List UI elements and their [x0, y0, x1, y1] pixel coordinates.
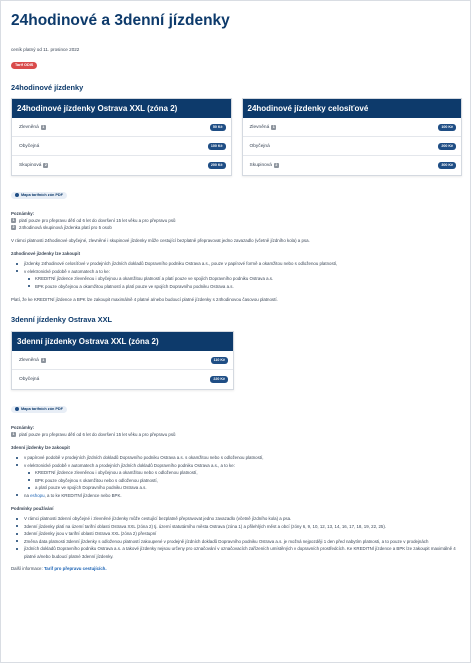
price-row	[12, 137, 231, 156]
note-item	[11, 217, 462, 224]
note-item	[11, 224, 462, 231]
note-number-icon: 2	[12, 225, 15, 229]
note-marker-icon: 1	[42, 124, 45, 129]
price-row	[243, 137, 462, 156]
row-label: Skupinová	[19, 163, 42, 168]
list-item	[11, 492, 462, 500]
text-fragment: Další informace:	[11, 566, 44, 571]
note-item	[11, 431, 462, 438]
validity-text: ceník platný od 11. prosince 2022	[11, 47, 80, 52]
price-badge: 110 Kč	[211, 357, 228, 364]
pdf-map-link[interactable]	[11, 406, 67, 413]
more-info	[11, 565, 462, 572]
price-row	[12, 156, 231, 175]
pdf-link-label: Mapa tarifních zón PDF	[21, 406, 63, 411]
text-fragment: na	[24, 492, 31, 498]
section-24h-heading: 24hodinové jízdenky	[11, 83, 84, 92]
section-3d-heading: 3denní jízdenky Ostrava XXL	[11, 315, 113, 324]
where-list	[11, 454, 462, 469]
note-marker-icon: 2	[44, 163, 47, 167]
list-item: v elektronické podobě v automatech a to ke:	[11, 268, 462, 276]
price-row	[12, 118, 231, 137]
list-item: 3denní jízdenky platí na území tarifní oblasti Ostrava XXL (zóna 2) tj. území statutárního města Ostrava (zóna 1) a přilehlých měst a obcí (zóny 6, 9, 10, 12, 13, 14, 16, 17, 18, 19, 22, 25).	[11, 523, 462, 531]
list-item: jízdenky 24hodinové celosíťové v prodejních jízdních dokladů Dopravního podniku Ostrava a.s., pouze v papírové formě a okamžitou nebo s odloženou platností,	[11, 260, 462, 268]
list-item: BPK pouze obyčejnou s okamžitou nebo s odloženou platností,	[11, 477, 462, 485]
price-badge: 200 Kč	[438, 143, 456, 150]
text-fragment: , a to ke KREDITNÍ jízdence nebo BPK.	[44, 492, 122, 498]
row-label: Zlevněná	[19, 124, 39, 130]
list-item: V rámci platnosti 3denní obyčejné i zlevněné jízdenky může cestující bezplatně přepravovat jedno zavazadlo (včetně jízdního kola) a psa.	[11, 515, 462, 523]
download-icon	[15, 407, 19, 411]
card-title: 24hodinové jízdenky celosíťové	[243, 99, 462, 118]
row-label: Obyčejná	[249, 143, 270, 149]
price-badge: 300 Kč	[438, 162, 456, 169]
where-title: 24hodinové jízdenky lze zakoupit	[11, 251, 81, 256]
where-list-eshop	[11, 492, 462, 500]
list-item: a platí pouze ve spojích Dopravního podniku Ostrava a.s.	[11, 484, 462, 492]
price-row	[12, 351, 233, 370]
row-label: Obyčejná	[19, 143, 40, 149]
price-badge: 200 Kč	[208, 162, 226, 169]
price-badge: 100 Kč	[208, 143, 226, 150]
price-badge: 100 Kč	[438, 124, 456, 131]
list-item: jízdních dokladů Dopravního podniku Ostrava a.s. a takové jízdenky nejsou určeny pro označování v označovacích zařízeních umístěných v dopravních prostředcích. Ke KREDITNÍ jízdence a BPK lze zakoupit maximálně 4 platné a/nebo budoucí platné 3denní jízdenky.	[11, 545, 462, 560]
note-text: 24hodinová skupinová jízdenka platí pro 5 osob	[19, 225, 112, 230]
list-item: Změna data platnosti 3denní jízdenky s odloženou platností zakoupené v prodejně jízdních dokladů Dopravního podniku Ostrava a.s. je možná nejpozději 1 den před nabytím platnosti, a to pouze v prodejnách	[11, 538, 462, 546]
download-icon	[15, 193, 19, 197]
list-item: v elektronické podobě v automatech a prodejních jízdních dokladů Dopravního podniku Ostrava a.s., a to ke:	[11, 462, 462, 470]
note-marker-icon: 1	[42, 357, 45, 362]
row-label: Zlevněná	[249, 124, 270, 130]
note-number-icon: 1	[12, 432, 15, 436]
where-title: 3denní jízdenky lze zakoupit	[11, 445, 70, 450]
price-badge: 50 Kč	[210, 124, 226, 131]
row-label: Skupinová	[249, 163, 272, 168]
row-label: Zlevněná	[19, 357, 39, 363]
price-row	[12, 370, 233, 389]
conditions-title: Podmínky používání	[11, 506, 54, 511]
notes-title: Poznámky:	[11, 425, 35, 430]
card-24h-ostrava	[11, 98, 232, 176]
card-title: 3denní jízdenky Ostrava XXL (zóna 2)	[12, 332, 233, 351]
tarif-badge[interactable]: Tarif ODIS	[11, 62, 37, 69]
card-24h-network	[242, 98, 463, 176]
note-text: platí pouze pro přepravu dětí od 6 let do dovršení 15 let věku a pro přepravu psů	[19, 432, 176, 437]
list-item: 3denní jízdenky jsou v tarifní oblasti Ostrava XXL (zóna 2) přestupní	[11, 530, 462, 538]
list-item: BPK pouze obyčejnou a okamžitou platností a platí pouze ve spojích Dopravního podniku Ostrava a.s.	[11, 283, 462, 291]
paragraph-luggage: V rámci platnosti 24hodinové obyčejné, zlevněné i skupinové jízdenky může cestující bezplatně přepravovat jedno zavazadlo (včetně jízdního kola) a psa.	[11, 238, 310, 243]
where-list	[11, 260, 462, 275]
where-sublist	[11, 469, 462, 492]
conditions-list	[11, 515, 462, 560]
where-sublist	[11, 275, 462, 290]
card-3d-ostrava	[11, 331, 234, 390]
list-item: v papírové podobě v prodejních jízdních dokladů Dopravního podniku Ostrava a.s. s okamžitou nebo s odloženou platností,	[11, 454, 462, 462]
list-item: KREDITNÍ jízdence zlevněnou i obyčejnou a okamžitou platností a platí pouze ve spojích Dopravního podniku Ostrava a.s.	[11, 275, 462, 283]
pdf-map-link[interactable]	[11, 192, 67, 199]
tariff-link[interactable]: Tarif pro přepravu cestujících.	[43, 566, 107, 571]
eshop-link[interactable]: eshopu	[30, 492, 45, 498]
note-text: platí pouze pro přepravu dětí od 6 let do dovršení 15 let věku a pro přepravu psů	[19, 218, 176, 223]
note-marker-icon: 1	[272, 124, 275, 129]
price-badge: 220 Kč	[210, 376, 228, 383]
pdf-link-label: Mapa tarifních zón PDF	[21, 192, 63, 197]
notes-title: Poznámky:	[11, 211, 35, 216]
note-marker-icon: 2	[275, 163, 278, 167]
row-label: Obyčejná	[19, 377, 40, 382]
cards-24h	[11, 98, 462, 176]
paragraph-limit: Platí, že ke KREDITNÍ jízdence a BPK lze zakoupit maximálně 4 platné a/nebo budoucí platné jízdenky s 24hodinovou časovou platností.	[11, 297, 278, 302]
card-title: 24hodinové jízdenky Ostrava XXL (zóna 2)	[12, 99, 231, 118]
list-item: KREDITNÍ jízdence zlevněnou i obyčejnou a okamžitou nebo s odloženou platností,	[11, 469, 462, 477]
price-row	[243, 118, 462, 137]
price-row	[243, 156, 462, 175]
page-title: 24hodinové a 3denní jízdenky	[11, 12, 230, 29]
note-number-icon: 1	[12, 218, 15, 222]
